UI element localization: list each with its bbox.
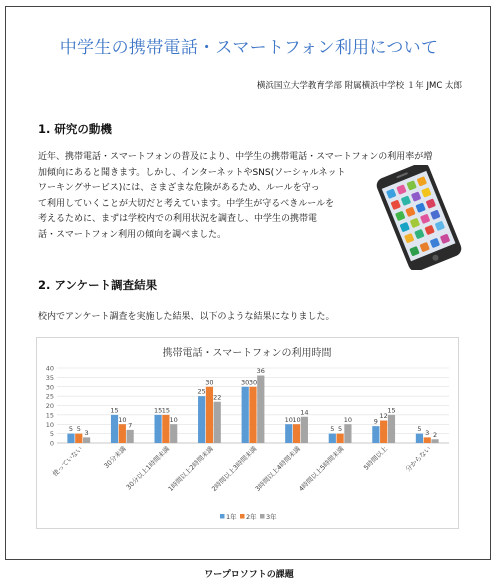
data-label: 5 [330, 425, 335, 434]
y-tick-label: 30 [45, 383, 54, 392]
bar [372, 426, 379, 443]
data-label: 30 [205, 378, 214, 387]
caption: ワープロソフトの課題 [204, 570, 294, 580]
data-label: 15 [387, 406, 396, 415]
chart-container [36, 337, 459, 529]
bar [424, 437, 431, 443]
document-title: 中学生の携帯電話・スマートフォン利用について [59, 38, 439, 58]
bar [293, 424, 300, 443]
bar [127, 430, 134, 443]
bar [214, 402, 221, 443]
data-label: 5 [417, 425, 422, 434]
chart-title: 携帯電話・スマートフォンの利用時間 [162, 348, 332, 359]
bar [111, 415, 118, 443]
data-label: 2 [432, 430, 438, 439]
bar [416, 434, 423, 443]
data-label: 10 [169, 415, 178, 424]
legend-label: 1年 [226, 513, 237, 521]
x-tick-label: 2時間以上3時間未満 [210, 444, 259, 494]
bar [119, 424, 126, 443]
data-label: 30 [241, 378, 250, 387]
data-label: 5 [68, 425, 74, 434]
paragraph-line: ワーキングサービス)には、さまざまな危険があるため、ルールを守っ [38, 183, 320, 194]
bar [242, 387, 249, 443]
data-label: 12 [379, 412, 388, 420]
bar [257, 376, 264, 444]
data-label: 14 [300, 408, 309, 417]
data-label: 15 [110, 406, 119, 415]
data-label: 36 [256, 367, 265, 375]
paragraph-line: 話・スマートフォン利用の傾向を調べました。 [38, 229, 227, 240]
legend-swatch [260, 514, 265, 519]
x-tick-label: 3時間以上4時間未満 [253, 444, 302, 494]
bar [380, 421, 387, 444]
bar [329, 434, 336, 443]
data-label: 9 [373, 417, 378, 426]
data-label: 10 [292, 415, 301, 424]
paragraph-line: 加傾向にあると聞きます。しかし、インターネットやSNS(ソーシャルネット [38, 167, 346, 178]
bar [249, 387, 256, 443]
y-tick-label: 25 [45, 392, 54, 401]
bar-chart [37, 338, 458, 528]
data-label: 3 [425, 428, 430, 437]
x-tick-label: 分からない [403, 444, 433, 474]
section1-paragraph [38, 150, 433, 244]
data-label: 3 [84, 428, 89, 437]
y-tick-label: 10 [45, 420, 54, 429]
data-label: 30 [248, 378, 258, 387]
data-label: 10 [343, 415, 353, 424]
bar [431, 439, 438, 443]
y-tick-label: 40 [45, 364, 54, 373]
section2-text: 校内でアンケート調査を実施した結果、以下のような結果になりました。 [38, 312, 335, 322]
x-tick-label: 30分未満 [102, 444, 128, 471]
data-label: 5 [76, 425, 81, 434]
data-label: 15 [153, 406, 163, 415]
data-label: 5 [338, 425, 343, 434]
section2-heading: 2. アンケート調査結果 [38, 278, 158, 292]
smartphone-icon [369, 165, 469, 270]
bar [285, 424, 292, 443]
data-label: 22 [213, 393, 222, 402]
bar [154, 415, 161, 443]
x-tick-label: 4時間以上5時間未満 [297, 444, 346, 494]
y-tick-label: 35 [45, 373, 54, 382]
x-tick-label: 使っていない [50, 444, 85, 478]
bar [162, 415, 169, 443]
legend-label: 3年 [266, 513, 277, 521]
bar [67, 434, 74, 443]
x-tick-label: 30分以上1時間未満 [124, 444, 172, 492]
x-tick-label: 5時間以上 [362, 444, 390, 472]
bar [83, 437, 90, 443]
data-label: 10 [284, 415, 293, 424]
data-label: 7 [128, 421, 133, 430]
legend-label: 2年 [246, 513, 257, 521]
y-tick-label: 15 [45, 411, 54, 420]
bar [301, 417, 308, 443]
x-tick-label: 1時間以上2時間未満 [166, 444, 215, 494]
section1-heading: 1. 研究の動機 [38, 122, 112, 136]
bar [75, 434, 82, 443]
legend-swatch [220, 514, 225, 519]
data-label: 15 [161, 406, 171, 415]
bar [198, 396, 205, 443]
legend-swatch [240, 514, 245, 519]
data-label: 25 [197, 387, 206, 396]
paragraph-line: 近年、携帯電話・スマートフォンの普及により、中学生の携帯電話・スマートフォンの利用率が増 [38, 152, 433, 162]
bar [337, 434, 344, 443]
bar [388, 415, 395, 443]
y-tick-label: 0 [49, 439, 54, 448]
author-line: 横浜国立大学教育学部 附属横浜中学校 １年 JMC 太郎 [256, 81, 462, 91]
data-label: 10 [118, 415, 127, 424]
bar [170, 424, 177, 443]
paragraph-line: て利用していくことが大切だと考えています。中学生が守るべきルールを [38, 198, 335, 209]
bar [206, 387, 213, 443]
bar [344, 424, 351, 443]
paragraph-line: 考えるために、まずは学校内での利用状況を調査し、中学生の携帯電 [38, 214, 318, 225]
y-tick-label: 5 [49, 430, 54, 439]
y-tick-label: 20 [45, 402, 54, 410]
